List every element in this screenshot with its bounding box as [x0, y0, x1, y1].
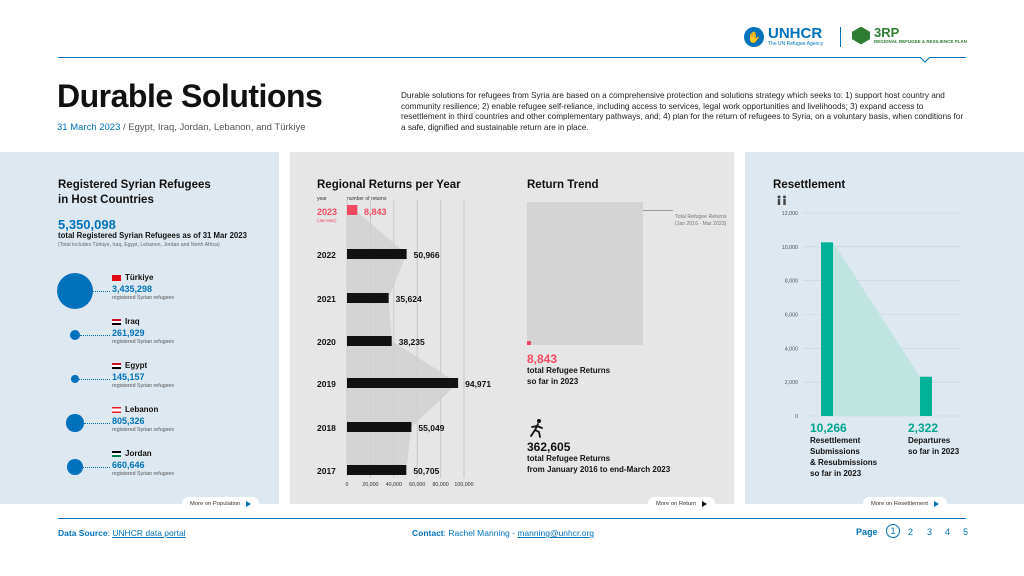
flag-icon	[112, 407, 121, 413]
country-name-text: Egypt	[125, 361, 148, 370]
contact	[412, 528, 594, 538]
country-bubble	[71, 375, 78, 382]
bar-2023	[347, 205, 357, 215]
refugees-title-line2: in Host Countries	[58, 194, 154, 206]
submissions-value: 10,266	[810, 421, 847, 435]
rs-y-tick: 0	[795, 414, 798, 420]
bar-value-2021: 35,624	[395, 294, 422, 304]
refugees-total: 5,350,098	[58, 217, 116, 232]
rs-y-tick: 4,000	[784, 346, 798, 353]
more-on-return-label: More on Return	[656, 500, 697, 507]
returns-number-header: number of returns	[347, 196, 387, 202]
flag-icon	[112, 275, 121, 281]
trend-total-value: 362,605	[527, 440, 571, 454]
intro-text: Durable solutions for refugees from Syria are based on a comprehensive protection and solutions strategy which seeks to: 1) support host country and community resilience; 2) enable refugee self-reliance, including access to services, legal work opportunities and livelihoods; 3) expand access to resettlement in third countries and other complementary pathways, and; 4) plan for the return of refugees to Syria, on a voluntary basis, when conditions for a safe, dignified and sustainable return are in place.	[401, 91, 964, 132]
year-label-2017: 2017	[317, 466, 336, 476]
country-name	[112, 405, 158, 414]
trend-total-box	[527, 202, 643, 345]
country-value: 261,929	[112, 328, 145, 338]
x-tick-label: 0	[345, 482, 349, 488]
data-source-link[interactable]: UNHCR data portal	[112, 528, 186, 538]
country-value: 805,326	[112, 416, 145, 426]
year-label-2023: 2023	[317, 207, 338, 217]
report-date: 31 March 2023	[57, 122, 121, 133]
country-sublabel: registered Syrian refugees	[112, 339, 175, 345]
country-sublabel: registered Syrian refugees	[112, 471, 175, 477]
bar-value-2020: 38,235	[398, 337, 425, 347]
page-link-3[interactable]: 3	[927, 527, 933, 537]
more-on-resettlement-label: More on Resettlement	[871, 500, 929, 507]
header-divider	[58, 57, 966, 58]
trend-2023-label-line2: so far in 2023	[527, 376, 579, 386]
x-tick-label: 100,000	[454, 482, 474, 488]
trend-total-label	[527, 454, 670, 475]
bar-departures	[920, 377, 932, 416]
more-on-resettlement-button[interactable]	[863, 497, 947, 510]
more-on-return-button[interactable]	[648, 497, 715, 510]
submissions-label	[810, 435, 877, 479]
arrow-right-icon	[702, 501, 707, 507]
bar-value-2017: 50,705	[413, 466, 440, 476]
country-leader	[80, 335, 110, 336]
departures-label	[908, 435, 959, 457]
country-bubble	[70, 330, 80, 340]
more-on-population-label: More on Population	[190, 500, 241, 507]
flag-icon	[112, 363, 121, 369]
unhcr-name: UNHCR	[768, 25, 823, 42]
x-tick-label: 80,000	[432, 482, 449, 488]
country-bubble	[67, 459, 83, 475]
page-label: Page	[856, 527, 878, 537]
country-name	[112, 273, 153, 282]
walking-person-icon	[527, 418, 547, 438]
x-tick-label: 20,000	[362, 482, 379, 488]
country-bubble	[66, 414, 83, 431]
resettlement-chart	[745, 152, 1024, 504]
page-subtitle	[57, 122, 306, 133]
refugees-total-label: total Registered Syrian Refugees as of 31 Mar 2023	[58, 231, 247, 240]
submissions-label-line4: so far in 2023	[810, 469, 862, 478]
country-name	[112, 361, 147, 370]
trend-2023-label-line1: total Refugee Returns	[527, 366, 611, 375]
arrow-right-icon	[934, 501, 939, 507]
trend-2023-value: 8,843	[527, 352, 558, 366]
trend-note-leader	[643, 210, 673, 211]
country-row-türkiye	[0, 272, 279, 312]
country-bubble	[57, 273, 93, 309]
country-value: 660,646	[112, 460, 145, 470]
unhcr-emblem-icon: ✋	[744, 27, 764, 47]
country-leader	[79, 379, 110, 380]
bar-2017	[347, 465, 406, 475]
trend-total-label-line1: total Refugee Returns	[527, 454, 611, 463]
country-name	[112, 449, 152, 458]
rs-y-tick: 8,000	[784, 278, 798, 285]
bar-value-2019: 94,971	[465, 379, 492, 389]
page-link-1[interactable]: 1	[886, 524, 900, 538]
departures-label-line2: so far in 2023	[908, 447, 960, 456]
country-name-text: Iraq	[125, 317, 140, 326]
bar-value-2018: 55,049	[418, 423, 445, 433]
year-note-2023: (Jan-Mar)	[317, 218, 337, 223]
submissions-label-line2: Submissions	[810, 447, 860, 456]
trend-title: Return Trend	[527, 179, 599, 191]
3rp-emblem-icon	[852, 27, 870, 45]
country-leader	[93, 291, 110, 292]
contact-email-link[interactable]: manning@unhcr.org	[517, 528, 595, 538]
trend-2023-box	[527, 341, 531, 345]
rs-y-tick: 2,000	[784, 380, 798, 387]
page-link-2[interactable]: 2	[908, 527, 914, 537]
returns-chart	[290, 152, 734, 504]
country-name-text: Jordan	[125, 449, 152, 458]
year-label-2021: 2021	[317, 294, 336, 304]
refugees-title	[58, 178, 211, 208]
rs-y-tick: 12,000	[781, 211, 798, 217]
rs-y-tick: 10,000	[781, 244, 798, 251]
flag-icon	[112, 319, 121, 325]
submissions-label-line1: Resettlement	[810, 436, 861, 445]
year-label-2020: 2020	[317, 337, 336, 347]
year-label-2022: 2022	[317, 250, 336, 260]
contact-label: Contact	[412, 528, 444, 538]
year-label-2018: 2018	[317, 423, 336, 433]
3rp-tagline: REGIONAL REFUGEE & RESILIENCE PLAN	[874, 39, 967, 44]
arrow-right-icon	[246, 501, 251, 507]
bar-value-2022: 50,966	[413, 250, 440, 260]
footer-divider	[58, 518, 966, 519]
refugees-total-note: (Total includes Türkiye, Iraq, Egypt, Lebanon, Jordan and North Africa)	[58, 242, 220, 248]
unhcr-tagline: The UN Refugee Agency	[768, 41, 824, 47]
contact-name: : Rachel Manning -	[443, 528, 518, 538]
trend-total-label-line2: from January 2016 to end-March 2023	[527, 464, 671, 474]
trend-note: Total Refugee Returns (Jan 2016 - Mar 2023)	[675, 214, 727, 227]
year-label-2019: 2019	[317, 379, 336, 389]
country-row-egypt	[0, 360, 279, 400]
unhcr-logo	[744, 27, 823, 47]
report-countries: / Egypt, Iraq, Jordan, Lebanon, and Türkiye	[120, 122, 306, 133]
departures-label-line1: Departures	[908, 436, 951, 445]
bar-2022	[347, 249, 407, 259]
country-value: 145,157	[112, 372, 145, 382]
country-sublabel: registered Syrian refugees	[112, 295, 175, 301]
country-name-text: Türkiye	[125, 273, 154, 282]
data-source: Data Source: UNHCR data portal	[58, 528, 186, 538]
page-link-5[interactable]: 5	[963, 527, 969, 537]
submissions-label-line3: & Resubmissions	[810, 458, 878, 467]
page-link-4[interactable]: 4	[945, 527, 951, 537]
returns-title: Regional Returns per Year	[317, 179, 461, 191]
country-sublabel: registered Syrian refugees	[112, 427, 175, 433]
resettlement-title: Resettlement	[773, 179, 846, 191]
country-name	[112, 317, 140, 326]
country-name-text: Lebanon	[125, 405, 159, 414]
x-tick-label: 60,000	[409, 482, 426, 488]
header-caret-icon	[920, 57, 930, 63]
country-row-lebanon	[0, 404, 279, 444]
country-value: 3,435,298	[112, 284, 153, 294]
returns-year-header: year	[317, 196, 327, 202]
page-title: Durable Solutions	[57, 78, 323, 114]
more-on-population-button[interactable]	[182, 497, 259, 510]
data-source-label: Data Source	[58, 528, 108, 538]
3rp-name: 3RP	[874, 25, 900, 40]
rs-trend-area	[833, 242, 920, 416]
bar-submissions	[821, 242, 833, 416]
3rp-logo	[852, 26, 967, 45]
country-row-iraq	[0, 316, 279, 356]
bar-2021	[347, 293, 389, 303]
bar-2019	[347, 378, 458, 388]
rs-y-tick: 6,000	[784, 312, 798, 319]
country-leader	[83, 467, 110, 468]
departures-value: 2,322	[908, 421, 939, 435]
flag-icon	[112, 451, 121, 457]
bar-2018	[347, 422, 411, 432]
bar-value-2023: 8,843	[364, 207, 387, 217]
x-tick-label: 40,000	[385, 482, 402, 488]
country-row-jordan	[0, 448, 279, 488]
country-sublabel: registered Syrian refugees	[112, 383, 175, 389]
logo-divider	[840, 27, 841, 47]
bar-2020	[347, 336, 392, 346]
trend-2023-label	[527, 366, 610, 387]
country-leader	[84, 423, 110, 424]
refugees-title-line1: Registered Syrian Refugees	[58, 179, 211, 191]
